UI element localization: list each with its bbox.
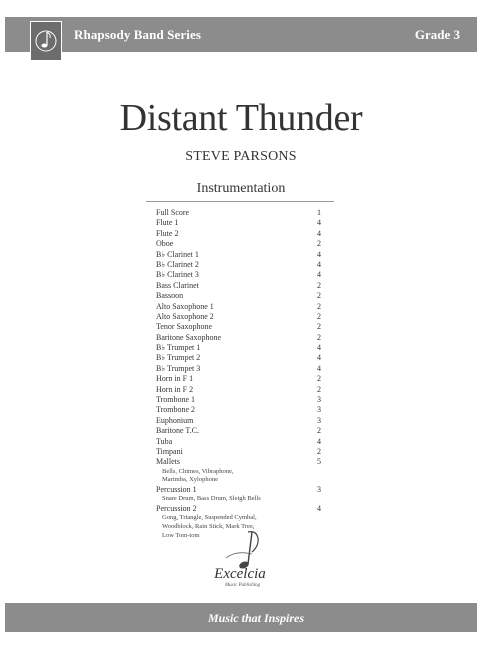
piece-title: Distant Thunder (119, 97, 363, 139)
instrument-row (156, 239, 336, 249)
instrument-quantity: 2 (317, 322, 321, 332)
instrument-row (156, 437, 336, 447)
instrument-row (156, 270, 336, 280)
instrumentation-heading: Instrumentation (196, 181, 286, 196)
instrument-quantity: 4 (317, 363, 321, 373)
instrument-row (156, 302, 336, 312)
instrument-quantity: 3 (317, 484, 321, 494)
instrument-quantity: 2 (317, 446, 321, 456)
instrument-name: Flute 2 (156, 228, 179, 238)
instrument-row (156, 405, 336, 415)
instrument-quantity: 4 (317, 259, 321, 269)
music-note-icon (34, 26, 58, 56)
instrument-row (156, 485, 336, 495)
instrument-row (156, 374, 336, 384)
instrument-quantity: 1 (317, 208, 321, 217)
instrument-row (156, 385, 336, 395)
instrument-name: Full Score (156, 208, 190, 217)
instrument-name: Trombone 2 (156, 405, 196, 415)
instrument-name: B♭ Trumpet 2 (156, 353, 201, 363)
instrument-quantity: 3 (317, 395, 321, 405)
instrument-name: B♭ Clarinet 2 (156, 259, 199, 269)
composer-name: STEVE PARSONS (185, 149, 297, 164)
instrument-quantity: 2 (317, 301, 321, 311)
series-logo (30, 21, 62, 61)
instrument-quantity: 4 (317, 503, 321, 513)
instrument-detail: Bells, Chimes, Vibraphone, (162, 467, 234, 475)
instrument-name: B♭ Trumpet 1 (156, 343, 201, 353)
instrument-name: Alto Saxophone 1 (156, 301, 214, 311)
grade-label: Grade 3 (414, 27, 460, 42)
instrument-row (156, 395, 336, 405)
instrument-quantity: 4 (317, 218, 321, 228)
heading-divider (146, 201, 334, 202)
publisher-logo (196, 528, 286, 584)
instrument-quantity: 5 (317, 457, 321, 467)
instrument-detail: Low Tom-tom (162, 531, 200, 539)
instrumentation-list (156, 208, 336, 540)
instrument-name: Trombone 1 (156, 395, 196, 405)
instrument-row (156, 504, 336, 514)
instrument-quantity: 3 (317, 405, 321, 415)
instrument-name: Alto Saxophone 2 (156, 311, 214, 321)
instrument-quantity: 4 (317, 436, 321, 446)
instrument-name: Oboe (156, 239, 174, 249)
instrument-row (156, 333, 336, 343)
instrument-quantity: 2 (317, 384, 321, 394)
instrument-name: Timpani (156, 446, 183, 456)
instrument-row (156, 229, 336, 239)
instrument-name: Baritone Saxophone (156, 332, 222, 342)
instrument-quantity: 4 (317, 343, 321, 353)
publisher-name: Excelcia (214, 566, 266, 582)
instrument-row (156, 447, 336, 457)
instrument-name: Percussion 1 (156, 484, 197, 494)
instrument-name: Percussion 2 (156, 503, 197, 513)
instrument-quantity: 2 (317, 311, 321, 321)
instrument-row (156, 208, 336, 218)
instrument-detail: Marimba, Xylophone (162, 476, 218, 484)
instrument-name: B♭ Clarinet 3 (156, 270, 199, 280)
instrument-detail: Woodblock, Rain Stick, Mark Tree, (162, 522, 255, 530)
instrument-row (156, 281, 336, 291)
instrument-row (156, 457, 336, 467)
instrument-row (156, 312, 336, 322)
instrument-row (156, 353, 336, 363)
instrument-name: Tuba (156, 436, 173, 446)
instrument-name: B♭ Trumpet 3 (156, 363, 201, 373)
instrument-name: Bassoon (156, 291, 184, 301)
instrument-row (156, 343, 336, 353)
instrument-row (156, 218, 336, 228)
instrument-name: B♭ Clarinet 1 (156, 249, 199, 259)
instrument-name: Horn in F 1 (156, 374, 194, 384)
instrument-quantity: 2 (317, 374, 321, 384)
instrument-detail: Gong, Triangle, Suspended Cymbal, (162, 514, 257, 522)
instrument-detail: Snare Drum, Bass Drum, Sleigh Bells (162, 495, 261, 503)
publisher-subtitle: Music Publishing (225, 583, 261, 588)
instrument-row (156, 364, 336, 374)
instrument-name: Horn in F 2 (156, 384, 194, 394)
instrument-row (156, 260, 336, 270)
instrument-quantity: 4 (317, 353, 321, 363)
series-title: Rhapsody Band Series (74, 27, 201, 42)
instrument-quantity: 2 (317, 426, 321, 436)
instrument-name: Euphonium (156, 415, 194, 425)
instrument-quantity: 2 (317, 239, 321, 249)
instrument-name: Mallets (156, 457, 180, 467)
instrument-row (156, 250, 336, 260)
instrument-name: Baritone T.C. (156, 426, 200, 436)
instrument-quantity: 3 (317, 415, 321, 425)
instrument-name: Flute 1 (156, 218, 179, 228)
instrument-quantity: 4 (317, 249, 321, 259)
instrument-row (156, 291, 336, 301)
instrument-quantity: 2 (317, 332, 321, 342)
instrument-quantity: 4 (317, 270, 321, 280)
instrument-quantity: 2 (317, 280, 321, 290)
instrument-row (156, 416, 336, 426)
instrument-name: Bass Clarinet (156, 280, 199, 290)
footer-tagline: Music that Inspires (207, 611, 304, 625)
instrument-row (156, 426, 336, 436)
instrument-quantity: 2 (317, 291, 321, 301)
instrument-name: Tenor Saxophone (156, 322, 213, 332)
instrument-quantity: 4 (317, 228, 321, 238)
instrument-row (156, 322, 336, 332)
